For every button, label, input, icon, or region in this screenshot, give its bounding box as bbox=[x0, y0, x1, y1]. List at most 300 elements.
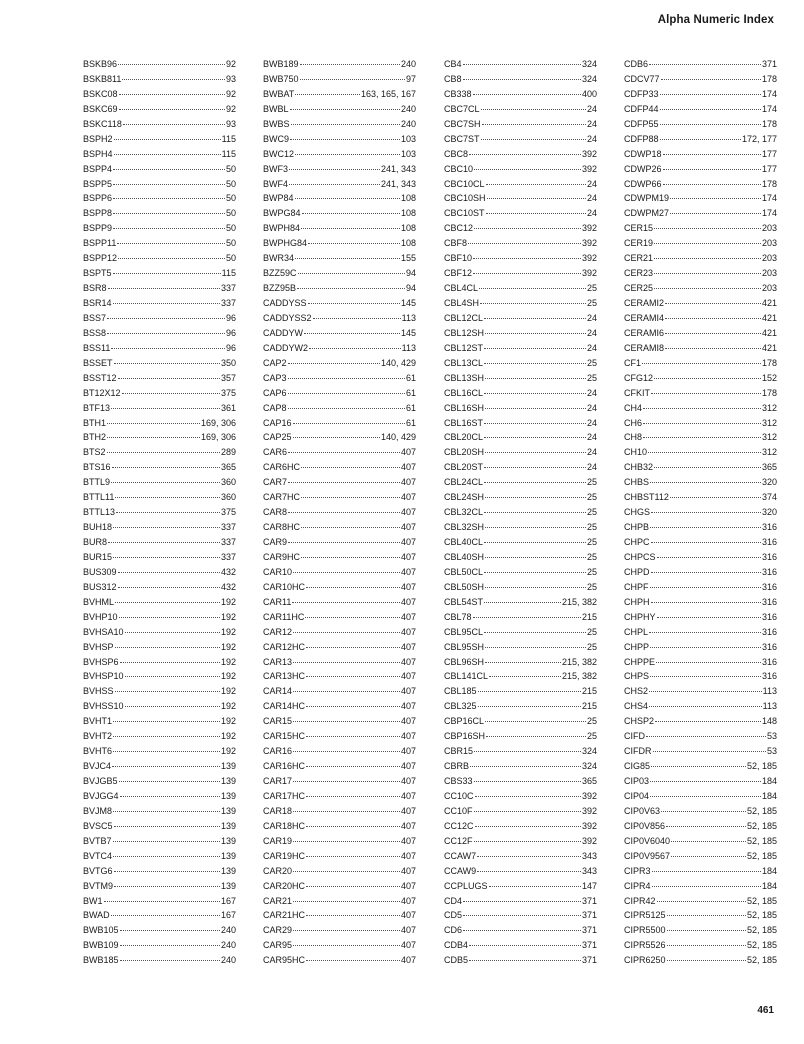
entry-pages: 96 bbox=[225, 327, 236, 338]
entry-code: BWB750 bbox=[263, 73, 299, 84]
dot-leader bbox=[117, 243, 225, 244]
entry-code: BSPH2 bbox=[83, 133, 113, 144]
entry-pages: 215, 382 bbox=[561, 671, 597, 682]
entry-code: CD5 bbox=[444, 910, 463, 921]
index-entry bbox=[263, 625, 416, 640]
entry-code: CC10C bbox=[444, 790, 474, 801]
entry-code: CIP0V6040 bbox=[624, 835, 671, 846]
dot-leader bbox=[657, 901, 746, 902]
index-entry bbox=[83, 908, 236, 923]
index-entry bbox=[444, 281, 597, 296]
entry-code: CAR17HC bbox=[263, 790, 306, 801]
entry-code: CBP16SH bbox=[444, 731, 486, 742]
index-entry bbox=[263, 445, 416, 460]
entry-pages: 407 bbox=[400, 507, 416, 518]
entry-code: CDWP66 bbox=[624, 178, 662, 189]
entry-pages: 25 bbox=[586, 298, 597, 308]
entry-code: BSS8 bbox=[83, 327, 107, 338]
entry-pages: 52, 185 bbox=[746, 850, 777, 861]
entry-code: CBL32CL bbox=[444, 507, 484, 518]
index-entry bbox=[83, 923, 236, 938]
entry-pages: 61 bbox=[405, 372, 416, 383]
index-entry bbox=[624, 132, 777, 147]
index-entry bbox=[83, 326, 236, 341]
entry-pages: 52, 185 bbox=[746, 910, 777, 921]
index-entry bbox=[263, 684, 416, 699]
entry-pages: 312 bbox=[761, 417, 777, 428]
dot-leader bbox=[660, 139, 741, 140]
entry-code: BVHT1 bbox=[83, 716, 113, 727]
entry-code: CAR12HC bbox=[263, 641, 306, 652]
dot-leader bbox=[306, 587, 400, 588]
dot-leader bbox=[484, 632, 586, 633]
dot-leader bbox=[484, 437, 586, 438]
entry-code: BSPP5 bbox=[83, 178, 113, 189]
entry-pages: 192 bbox=[220, 656, 236, 667]
entry-code: BVJGG4 bbox=[83, 790, 119, 801]
dot-leader bbox=[293, 662, 400, 663]
entry-pages: 178 bbox=[761, 178, 777, 189]
entry-pages: 93 bbox=[225, 118, 236, 129]
entry-code: CBF8 bbox=[444, 238, 468, 249]
index-entry bbox=[263, 401, 416, 416]
dot-leader bbox=[486, 213, 586, 214]
dot-leader bbox=[302, 213, 400, 214]
entry-pages: 52, 185 bbox=[746, 805, 777, 816]
entry-code: BWF4 bbox=[263, 178, 289, 189]
entry-code: CD6 bbox=[444, 925, 463, 936]
entry-pages: 407 bbox=[400, 880, 416, 891]
entry-pages: 167 bbox=[220, 910, 236, 921]
index-entry bbox=[624, 520, 777, 535]
dot-leader bbox=[113, 273, 221, 274]
entry-code: CAR14 bbox=[263, 686, 293, 697]
dot-leader bbox=[293, 632, 400, 633]
entry-pages: 215 bbox=[581, 701, 597, 712]
entry-pages: 24 bbox=[586, 312, 597, 323]
entry-pages: 148 bbox=[761, 716, 777, 727]
index-entry bbox=[444, 386, 597, 401]
dot-leader bbox=[308, 303, 400, 304]
entry-code: CHGS bbox=[624, 507, 651, 518]
entry-code: CHPL bbox=[624, 626, 649, 637]
dot-leader bbox=[113, 213, 225, 214]
entry-code: CBL185 bbox=[444, 686, 477, 697]
dot-leader bbox=[649, 691, 762, 692]
entry-pages: 192 bbox=[220, 686, 236, 697]
entry-pages: 52, 185 bbox=[746, 940, 777, 951]
index-entry bbox=[624, 236, 777, 251]
dot-leader bbox=[661, 79, 761, 80]
index-entry bbox=[263, 894, 416, 909]
dot-leader bbox=[293, 871, 400, 872]
entry-code: CAR13HC bbox=[263, 671, 306, 682]
entry-code: BVJC4 bbox=[83, 761, 112, 772]
index-entry bbox=[624, 655, 777, 670]
index-entry bbox=[263, 147, 416, 162]
dot-leader bbox=[670, 213, 761, 214]
dot-leader bbox=[477, 856, 581, 857]
entry-pages: 178 bbox=[761, 118, 777, 129]
dot-leader bbox=[481, 139, 586, 140]
entry-code: CAR8 bbox=[263, 507, 288, 518]
entry-pages: 52, 185 bbox=[746, 820, 777, 831]
index-entry bbox=[444, 774, 597, 789]
entry-code: BSR8 bbox=[83, 283, 107, 294]
entry-code: BVHSS10 bbox=[83, 701, 124, 712]
dot-leader bbox=[115, 497, 220, 498]
entry-code: CBC10ST bbox=[444, 208, 485, 219]
dot-leader bbox=[474, 751, 581, 752]
entry-code: BVHP10 bbox=[83, 611, 118, 622]
index-entry bbox=[624, 296, 777, 311]
entry-code: CAR13 bbox=[263, 656, 293, 667]
index-entry bbox=[444, 834, 597, 849]
entry-code: CBL24CL bbox=[444, 477, 484, 488]
entry-pages: 407 bbox=[400, 731, 416, 742]
index-entry bbox=[444, 341, 597, 356]
entry-pages: 172, 177 bbox=[741, 133, 777, 144]
index-entry bbox=[83, 894, 236, 909]
dot-leader bbox=[293, 930, 400, 931]
index-entry bbox=[624, 580, 777, 595]
index-entry bbox=[83, 804, 236, 819]
index-entry bbox=[624, 475, 777, 490]
entry-pages: 316 bbox=[761, 551, 777, 562]
index-entry bbox=[624, 251, 777, 266]
index-entry bbox=[444, 565, 597, 580]
entry-code: CAR20 bbox=[263, 865, 293, 876]
dot-leader bbox=[665, 303, 761, 304]
entry-pages: 61 bbox=[405, 417, 416, 428]
entry-code: CBC12 bbox=[444, 223, 474, 234]
entry-code: CERAMI8 bbox=[624, 342, 665, 353]
entry-pages: 240 bbox=[220, 955, 236, 966]
index-entry bbox=[263, 938, 416, 953]
entry-pages: 192 bbox=[220, 626, 236, 637]
index-entry bbox=[83, 177, 236, 192]
index-entry bbox=[444, 356, 597, 371]
entry-pages: 50 bbox=[225, 178, 236, 189]
dot-leader bbox=[463, 915, 581, 916]
entry-pages: 392 bbox=[581, 268, 597, 279]
entry-pages: 337 bbox=[220, 537, 236, 547]
entry-pages: 139 bbox=[220, 850, 236, 861]
dot-leader bbox=[660, 94, 761, 95]
index-entry bbox=[83, 759, 236, 774]
index-entry bbox=[444, 221, 597, 236]
entry-code: CAR7HC bbox=[263, 492, 301, 503]
entry-pages: 52, 185 bbox=[746, 925, 777, 936]
dot-leader bbox=[292, 602, 400, 603]
entry-code: CCAW7 bbox=[444, 850, 477, 861]
entry-pages: 215, 382 bbox=[561, 596, 597, 607]
entry-code: BSKC08 bbox=[83, 88, 118, 99]
index-entry bbox=[444, 744, 597, 759]
index-entry bbox=[83, 401, 236, 416]
entry-pages: 24 bbox=[586, 447, 597, 458]
index-entry bbox=[624, 550, 777, 565]
entry-pages: 407 bbox=[400, 865, 416, 876]
entry-code: CAR16HC bbox=[263, 761, 306, 772]
entry-code: CHB32 bbox=[624, 462, 654, 473]
dot-leader bbox=[120, 930, 220, 931]
index-entry bbox=[263, 87, 416, 102]
entry-code: CBL13CL bbox=[444, 357, 484, 368]
entry-code: CHS4 bbox=[624, 701, 649, 712]
entry-pages: 167 bbox=[220, 895, 236, 906]
index-entry bbox=[444, 87, 597, 102]
entry-code: CADDYSS bbox=[263, 298, 307, 308]
entry-code: BVTG6 bbox=[83, 865, 113, 876]
entry-pages: 24 bbox=[586, 387, 597, 398]
entry-pages: 365 bbox=[581, 776, 597, 786]
index-entry bbox=[263, 535, 416, 550]
entry-pages: 174 bbox=[761, 193, 777, 204]
entry-pages: 25 bbox=[586, 626, 597, 637]
entry-code: BVTM9 bbox=[83, 880, 114, 891]
entry-code: CCAW9 bbox=[444, 865, 477, 876]
index-entry bbox=[83, 87, 236, 102]
entry-pages: 407 bbox=[400, 492, 416, 503]
index-entry bbox=[83, 879, 236, 894]
dot-leader bbox=[474, 228, 581, 229]
index-entry bbox=[263, 371, 416, 386]
dot-leader bbox=[486, 736, 586, 737]
index-entry bbox=[83, 281, 236, 296]
dot-leader bbox=[469, 945, 581, 946]
entry-pages: 24 bbox=[586, 208, 597, 219]
entry-code: CIP03 bbox=[624, 776, 650, 786]
index-entry bbox=[444, 460, 597, 475]
entry-pages: 316 bbox=[761, 596, 777, 607]
entry-pages: 192 bbox=[220, 596, 236, 607]
entry-pages: 407 bbox=[400, 462, 416, 473]
index-entry bbox=[624, 191, 777, 206]
entry-code: CAR20HC bbox=[263, 880, 306, 891]
entry-code: CAR7 bbox=[263, 477, 288, 488]
index-entry bbox=[83, 505, 236, 520]
dot-leader bbox=[113, 198, 225, 199]
entry-code: CIPR4 bbox=[624, 880, 651, 891]
entry-code: CAR18HC bbox=[263, 820, 306, 831]
index-entry bbox=[83, 296, 236, 311]
entry-code: CAR21 bbox=[263, 895, 293, 906]
entry-code: CIP0V856 bbox=[624, 820, 666, 831]
entry-code: CER25 bbox=[624, 283, 654, 294]
index-entry bbox=[263, 311, 416, 326]
entry-code: CF1 bbox=[624, 357, 642, 368]
entry-code: BSPT5 bbox=[83, 268, 112, 279]
index-entry bbox=[444, 714, 597, 729]
index-entry bbox=[83, 475, 236, 490]
entry-pages: 115 bbox=[221, 148, 236, 159]
entry-code: CHBS bbox=[624, 477, 650, 488]
entry-pages: 371 bbox=[581, 925, 597, 936]
entry-code: CBL12SH bbox=[444, 327, 485, 338]
entry-code: CIPR5125 bbox=[624, 910, 666, 921]
index-entry bbox=[444, 923, 597, 938]
dot-leader bbox=[306, 706, 400, 707]
entry-code: CBL78 bbox=[444, 611, 472, 622]
index-entry bbox=[624, 311, 777, 326]
index-entry bbox=[263, 475, 416, 490]
entry-pages: 392 bbox=[581, 820, 597, 831]
index-entry bbox=[624, 640, 777, 655]
dot-leader bbox=[118, 587, 220, 588]
dot-leader bbox=[306, 796, 400, 797]
dot-leader bbox=[125, 676, 220, 677]
entry-pages: 432 bbox=[220, 566, 236, 577]
index-entry bbox=[624, 834, 777, 849]
dot-leader bbox=[293, 423, 405, 424]
entry-code: CER15 bbox=[624, 223, 654, 234]
entry-code: CHPC bbox=[624, 537, 650, 547]
index-entry bbox=[263, 953, 416, 968]
entry-code: CBC10CL bbox=[444, 178, 485, 189]
dot-leader bbox=[656, 662, 761, 663]
index-entry bbox=[83, 132, 236, 147]
entry-code: CBL13SH bbox=[444, 372, 485, 383]
entry-pages: 360 bbox=[220, 477, 236, 488]
entry-code: BUR8 bbox=[83, 537, 108, 547]
dot-leader bbox=[475, 826, 581, 827]
dot-leader bbox=[646, 736, 766, 737]
dot-leader bbox=[120, 945, 220, 946]
dot-leader bbox=[484, 318, 586, 319]
dot-leader bbox=[301, 467, 400, 468]
entry-pages: 407 bbox=[400, 671, 416, 682]
dot-leader bbox=[122, 79, 225, 80]
entry-code: CBL20CL bbox=[444, 432, 484, 443]
dot-leader bbox=[290, 139, 400, 140]
entry-pages: 178 bbox=[761, 357, 777, 368]
entry-pages: 103 bbox=[400, 148, 416, 159]
entry-pages: 108 bbox=[400, 193, 416, 204]
entry-code: CCPLUGS bbox=[444, 880, 488, 891]
dot-leader bbox=[489, 676, 561, 677]
entry-code: CH10 bbox=[624, 447, 648, 458]
dot-leader bbox=[114, 139, 221, 140]
index-entry bbox=[83, 595, 236, 610]
dot-leader bbox=[113, 527, 220, 528]
entry-code: CC12C bbox=[444, 820, 474, 831]
entry-code: CADDYW2 bbox=[263, 342, 309, 353]
dot-leader bbox=[474, 781, 581, 782]
dot-leader bbox=[481, 109, 586, 110]
index-entry bbox=[624, 281, 777, 296]
entry-code: CIPR3 bbox=[624, 865, 651, 876]
dot-leader bbox=[473, 273, 581, 274]
dot-leader bbox=[485, 497, 586, 498]
index-entry bbox=[444, 147, 597, 162]
index-column-2 bbox=[263, 57, 416, 968]
entry-code: CAR18 bbox=[263, 805, 293, 816]
dot-leader bbox=[474, 841, 581, 842]
dot-leader bbox=[306, 856, 400, 857]
entry-code: CADDYSS2 bbox=[263, 312, 312, 323]
entry-pages: 407 bbox=[400, 746, 416, 757]
index-entry bbox=[444, 669, 597, 684]
index-entry bbox=[83, 580, 236, 595]
entry-code: CBP16CL bbox=[444, 716, 485, 727]
dot-leader bbox=[288, 363, 380, 364]
dot-leader bbox=[113, 228, 225, 229]
entry-code: CFG12 bbox=[624, 372, 654, 383]
index-entry bbox=[444, 595, 597, 610]
entry-code: BSSET bbox=[83, 357, 113, 368]
entry-code: CER23 bbox=[624, 268, 654, 279]
dot-leader bbox=[475, 796, 581, 797]
entry-code: CH6 bbox=[624, 417, 643, 428]
entry-pages: 52, 185 bbox=[746, 761, 777, 772]
entry-pages: 96 bbox=[225, 312, 236, 323]
entry-code: BSPP4 bbox=[83, 163, 113, 174]
index-entry bbox=[624, 938, 777, 953]
dot-leader bbox=[293, 781, 400, 782]
dot-leader bbox=[486, 184, 586, 185]
entry-pages: 407 bbox=[400, 835, 416, 846]
dot-leader bbox=[306, 886, 400, 887]
entry-code: BVHSP10 bbox=[83, 671, 124, 682]
index-entry bbox=[624, 72, 777, 87]
dot-leader bbox=[655, 721, 761, 722]
dot-leader bbox=[293, 751, 400, 752]
dot-leader bbox=[301, 497, 400, 498]
index-entry bbox=[624, 430, 777, 445]
index-entry bbox=[263, 565, 416, 580]
dot-leader bbox=[114, 363, 220, 364]
dot-leader bbox=[288, 393, 405, 394]
dot-leader bbox=[309, 348, 401, 349]
entry-pages: 169, 306 bbox=[200, 432, 236, 443]
dot-leader bbox=[306, 676, 400, 677]
index-entry bbox=[263, 714, 416, 729]
entry-code: CDB4 bbox=[444, 940, 469, 951]
index-entry bbox=[624, 117, 777, 132]
dot-leader bbox=[652, 886, 761, 887]
entry-pages: 192 bbox=[220, 716, 236, 727]
index-entry bbox=[83, 445, 236, 460]
entry-pages: 312 bbox=[761, 402, 777, 413]
dot-leader bbox=[104, 901, 220, 902]
entry-code: CIP0V9567 bbox=[624, 850, 671, 861]
entry-pages: 50 bbox=[225, 193, 236, 204]
dot-leader bbox=[107, 423, 200, 424]
entry-pages: 407 bbox=[400, 566, 416, 577]
dot-leader bbox=[295, 154, 400, 155]
dot-leader bbox=[293, 811, 400, 812]
entry-code: CBL325 bbox=[444, 701, 477, 712]
dot-leader bbox=[484, 572, 586, 573]
entry-pages: 407 bbox=[400, 850, 416, 861]
dot-leader bbox=[663, 169, 761, 170]
entry-pages: 392 bbox=[581, 805, 597, 816]
index-column-1 bbox=[83, 57, 236, 968]
dot-leader bbox=[650, 527, 761, 528]
dot-leader bbox=[489, 886, 581, 887]
entry-code: BSR14 bbox=[83, 298, 112, 308]
dot-leader bbox=[113, 856, 220, 857]
index-entry bbox=[83, 789, 236, 804]
dot-leader bbox=[293, 721, 400, 722]
entry-pages: 407 bbox=[400, 910, 416, 921]
dot-leader bbox=[485, 333, 586, 334]
entry-pages: 240 bbox=[400, 59, 416, 69]
dot-leader bbox=[288, 408, 405, 409]
entry-pages: 316 bbox=[761, 641, 777, 652]
index-entry bbox=[444, 550, 597, 565]
